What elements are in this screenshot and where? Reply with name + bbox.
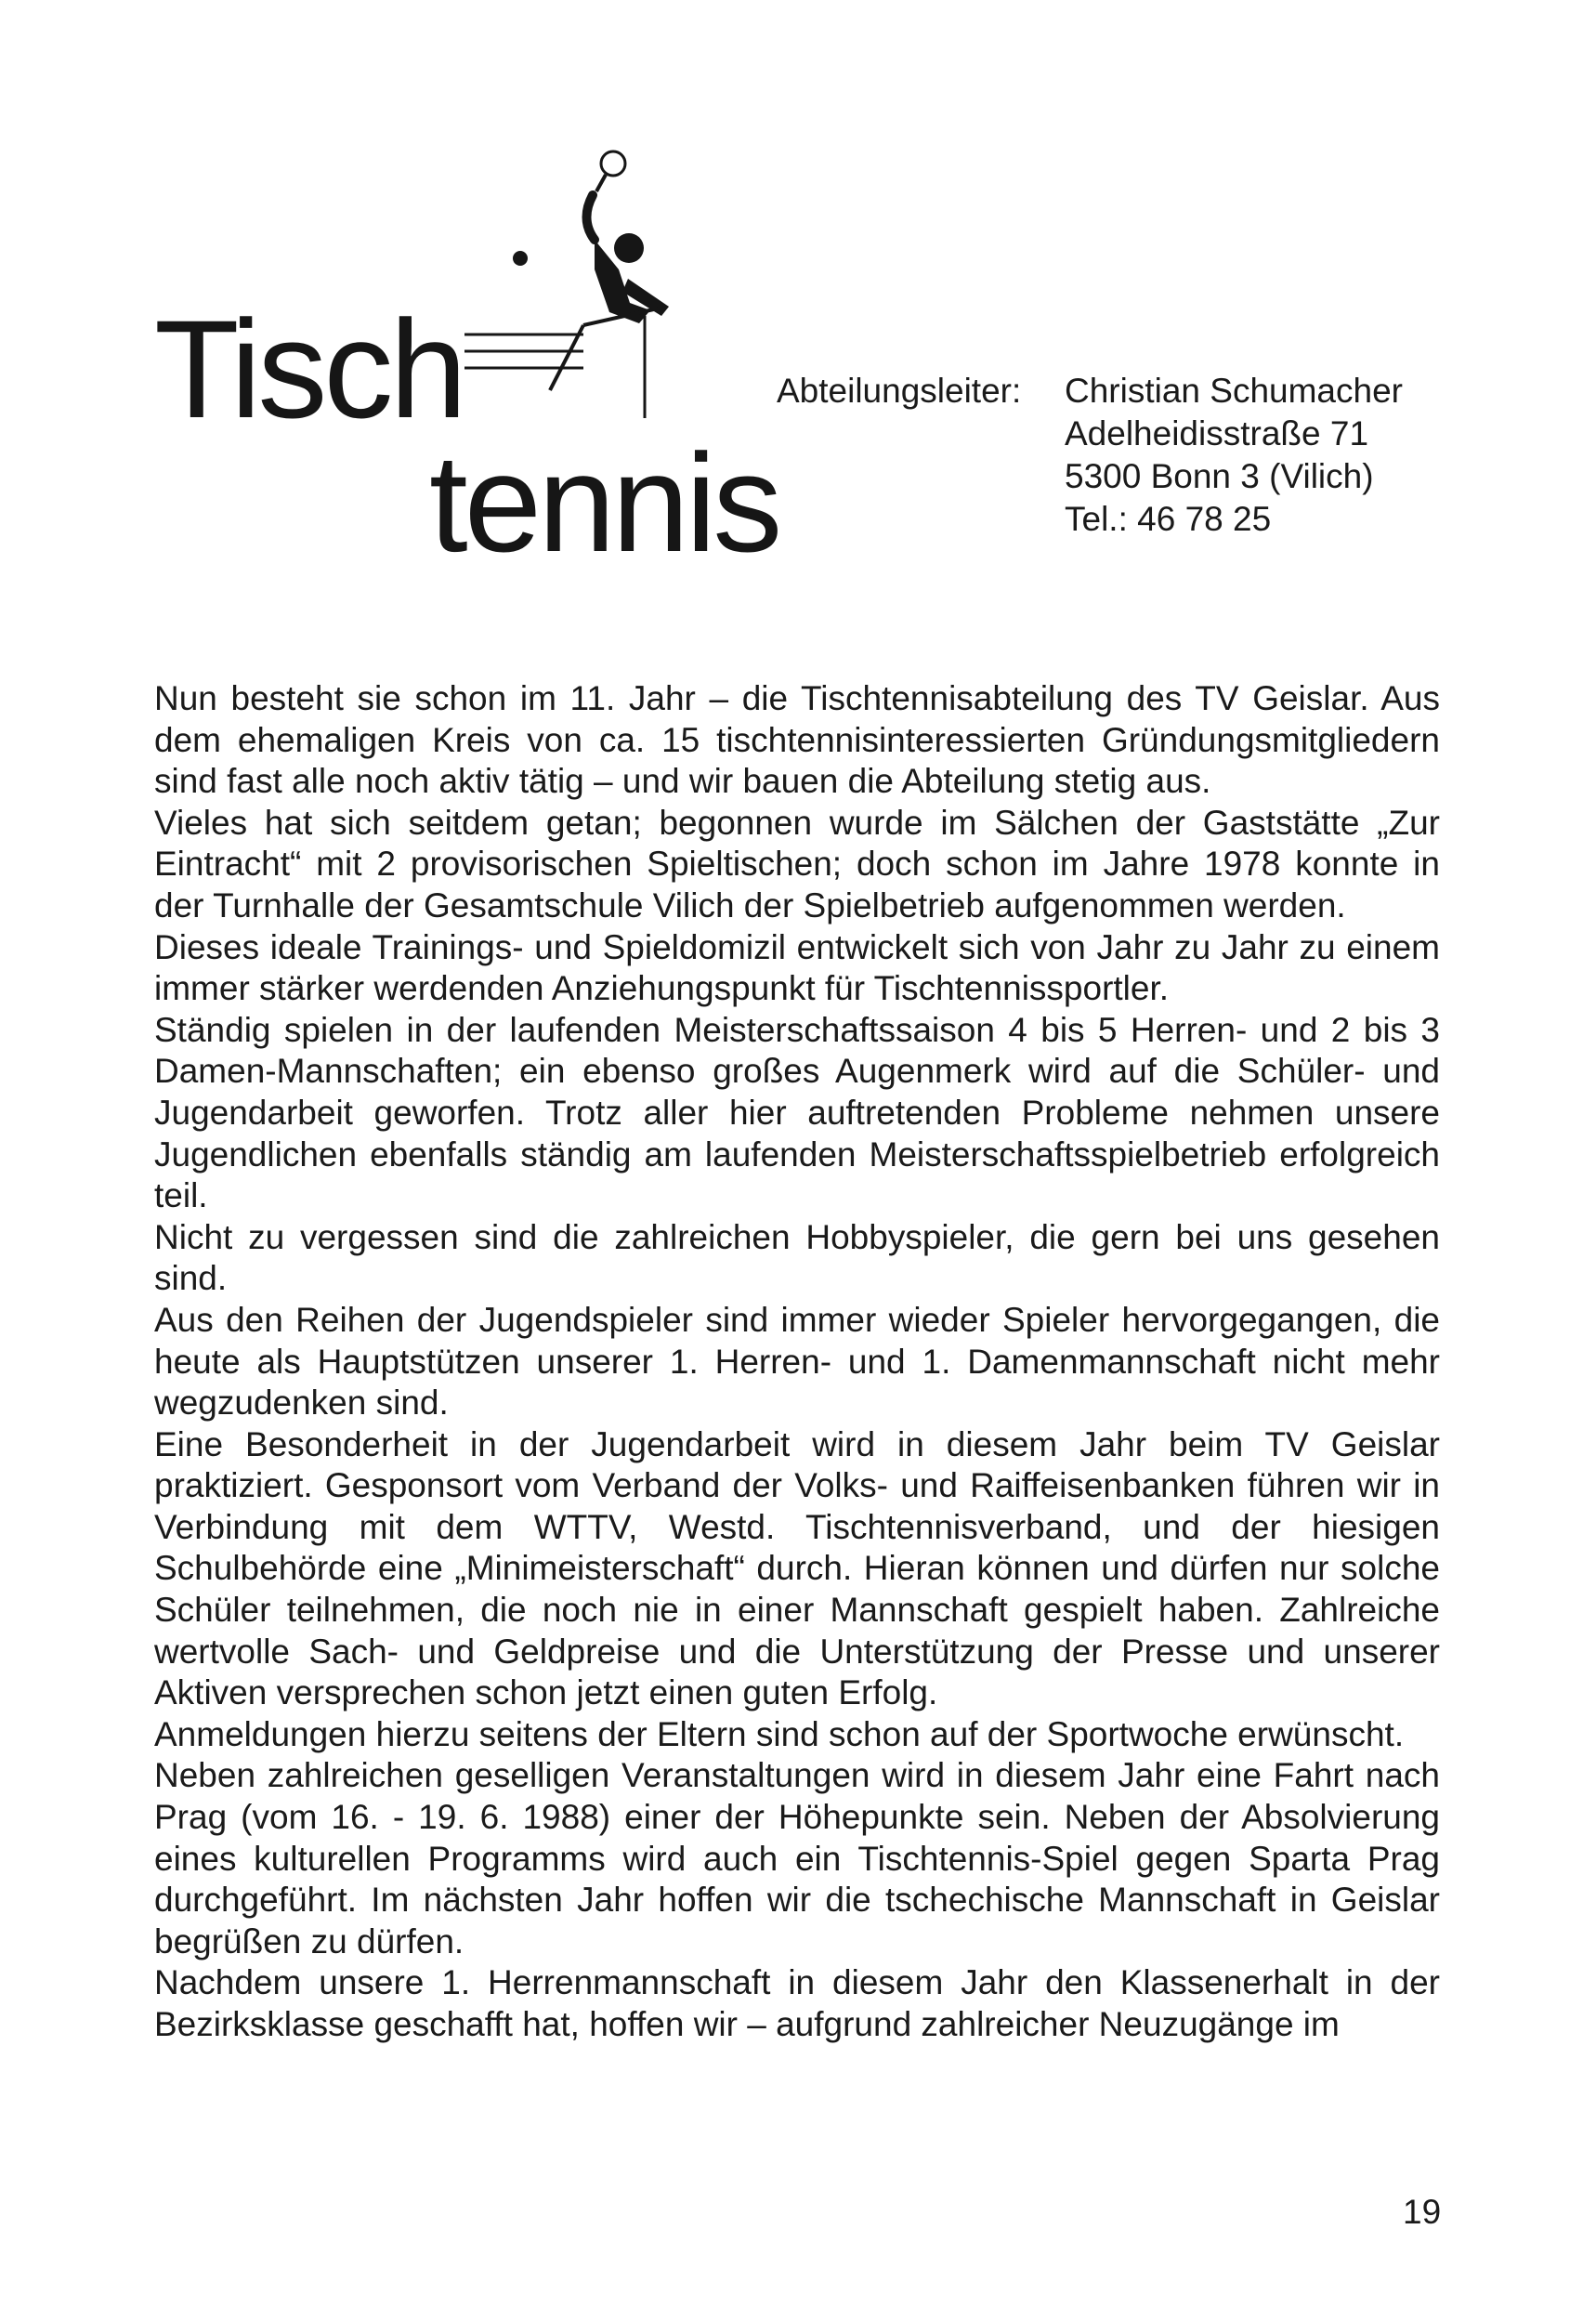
contact-city: 5300 Bonn 3 (Vilich) — [1065, 457, 1374, 495]
paragraph: Neben zahlreichen geselligen Veranstaltungen wird in diesem Jahr eine Fahrt nach Prag (vom 16. - 19. 6. 1988) einer der Höhepunkte sein. Neben der Absolvierung eines kulturellen Programms wird auch ein Tischtennis-Spiel gegen Sparta Prag durchgeführt. Im nächsten Jahr hoffen wir die tschechische Mannschaft in Geislar begrüßen zu dürfen. — [154, 1756, 1440, 1960]
page-number: 19 — [1403, 2193, 1442, 2231]
paragraph: Vieles hat sich seitdem getan; begonnen wurde im Sälchen der Gaststätte „Zur Eintracht“ mit 2 provisorischen Spieltischen; doch schon im Jahre 1978 konnte in der Turnhalle der Gesamtschule Vilich der Spielbetrieb aufgenommen werden. — [154, 803, 1440, 925]
contact-label: Abteilungsleiter: — [777, 372, 1022, 410]
contact-name: Christian Schumacher — [1065, 372, 1403, 410]
paragraph: Nicht zu vergessen sind die zahlreichen Hobbyspieler, die gern bei uns gesehen sind. — [154, 1217, 1440, 1298]
contact-phone: Tel.: 46 78 25 — [1065, 500, 1272, 538]
contact-street: Adelheidisstraße 71 — [1065, 414, 1369, 452]
paragraph: Ständig spielen in der laufenden Meisterschaftssaison 4 bis 5 Herren- und 2 bis 3 Damen-Mannschaften; ein ebenso großes Augenmerk wird auf die Schüler- und Jugendarbeit geworfen. Trotz aller hier auftretenden Probleme nehmen unsere Jugendlichen ebenfalls ständig am laufenden Meisterschaftsspielbetrieb erfolgreich teil. — [154, 1010, 1440, 1215]
logo-word-tisch: Tisch — [154, 291, 464, 447]
article-body — [154, 678, 1440, 2046]
paragraph: Anmeldungen hierzu seitens der Eltern sind schon auf der Sportwoche erwünscht. — [154, 1714, 1405, 1753]
logo-word-tennis: tennis — [429, 425, 779, 581]
table-tennis-player-icon — [446, 139, 752, 446]
paragraph: Nachdem unsere 1. Herrenmannschaft in diesem Jahr den Klassenerhalt in der Bezirksklasse geschafft hat, hoffen wir – aufgrund zahlreicher Neuzugänge im — [154, 1963, 1440, 2043]
paragraph: Dieses ideale Trainings- und Spieldomizil entwickelt sich von Jahr zu Jahr zu einem immer stärker werdenden Anziehungspunkt für Tischtennissportler. — [154, 927, 1440, 1008]
paragraph: Aus den Reihen der Jugendspieler sind immer wieder Spieler hervorgegangen, die heute als Hauptstützen unserer 1. Herren- und 1. Damenmannschaft nicht mehr wegzudenken sind. — [154, 1300, 1440, 1423]
contact-block — [1065, 370, 1403, 541]
paragraph: Nun besteht sie schon im 11. Jahr – die Tischtennisabteilung des TV Geislar. Aus dem ehemaligen Kreis von ca. 15 tischtennisinteressierten Gründungsmitgliedern sind fast alle noch aktiv tätig – und wir bauen die Abteilung stetig aus. — [154, 679, 1440, 801]
paragraph: Eine Besonderheit in der Jugendarbeit wird in diesem Jahr beim TV Geislar praktiziert. Gesponsort vom Verband der Volks- und Raiffeisenbanken führen wir in Verbindung mit dem WTTV, Westd. Tischtennisverband, und der hiesigen Schulbehörde eine „Minimeisterschaft“ durch. Hieran können und dürfen nur solche Schüler teilnehmen, die noch nie in einer Mannschaft gespielt haben. Zahlreiche wertvolle Sach- und Geldpreise und die Unterstützung der Presse und unserer Aktiven versprechen schon jetzt einen guten Erfolg. — [154, 1424, 1440, 1712]
